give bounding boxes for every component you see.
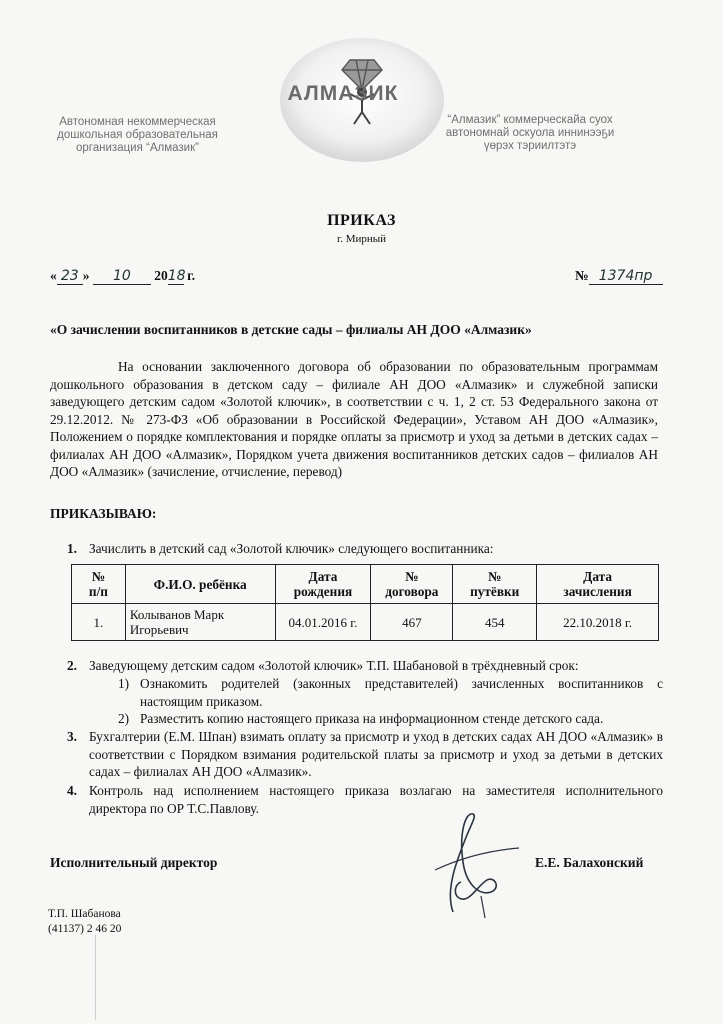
date-close-quote: » [82, 268, 90, 283]
order-preamble: На основании заключенного договора об образовании по образовательным программам дошкольного образования в детском саду – филиале АН ДОО «Алмазик» и служебной записки заведующего детским садом «Золотой ключик», в соответствии с ч. 1, 2 ст. 53 Федерального закона от 29.12.2012. № 273-ФЗ «Об образовании в Российской Федерации», Уставом АН ДОО «Алмазик», Положением о порядке комплектования и порядке оплаты за присмотр и уход за детьми в детских садах – филиалах АН ДОО «Алмазик», Порядком учета движения воспитанников детских садов – филиалов АН ДОО «Алмазик» (зачисление, отчисление, перевод) [50, 359, 658, 479]
date-year-prefix: 20 [154, 268, 168, 283]
order-word: ПРИКАЗЫВАЮ: [50, 506, 157, 521]
header-right-line: үөрэх тэриилтэтэ [483, 140, 577, 152]
header-right [430, 114, 630, 153]
date-day: 23 [57, 268, 83, 285]
item-number: 3. [67, 729, 77, 744]
document-title: ПРИКАЗ [327, 212, 396, 229]
enrollment-table [71, 564, 659, 641]
header-left-line: организация “Алмазик” [76, 142, 199, 154]
order-item-2 [67, 657, 667, 675]
item-number: 4. [67, 783, 77, 798]
order-item-1 [67, 540, 494, 558]
cell-voucher: 454 [453, 604, 537, 641]
header-right-line: “Алмазик” коммерческайа суох [447, 114, 613, 126]
subitem-number: 1) [118, 676, 130, 691]
col-header-name: Ф.И.О. ребёнка [125, 565, 275, 604]
margin-line [95, 935, 96, 1020]
date-month: 10 [93, 268, 151, 285]
order-date [50, 268, 195, 285]
col-header-voucher: № путёвки [453, 565, 537, 604]
col-header-enroll: Дата зачисления [537, 565, 659, 604]
order-item-4 [67, 782, 663, 817]
order-number-value: 1374пр [589, 268, 663, 285]
executor-info [48, 907, 121, 937]
header-right-line: автономнай оскуола иннинээҕи [445, 127, 615, 139]
item-number: 1. [67, 541, 77, 556]
date-open-quote: « [50, 268, 57, 283]
cell-no: 1. [72, 604, 126, 641]
logo-text: АЛМАЗИК [287, 82, 399, 105]
order-number-prefix: № [575, 268, 589, 283]
signatory-name: Е.Е. Балахонский [535, 855, 644, 870]
handwritten-signature [395, 800, 525, 920]
order-item-3 [67, 728, 663, 781]
order-subitem-1 [118, 675, 663, 710]
order-subitem-2 [118, 710, 663, 728]
executor-name: Т.П. Шабанова [48, 908, 121, 920]
cell-enroll: 22.10.2018 г. [537, 604, 659, 641]
item-text: Контроль над исполнением настоящего приказа возлагаю на заместителя исполнительного директора по ОР Т.С.Павлову. [89, 783, 663, 816]
subitem-text: Разместить копию настоящего приказа на информационном стенде детского сада. [140, 711, 604, 726]
header-left-line: дошкольная образовательная [57, 129, 218, 141]
executor-phone: (41137) 2 46 20 [48, 923, 122, 935]
signatory-position: Исполнительный директор [50, 855, 218, 870]
table-header-row [72, 565, 659, 604]
order-number [575, 268, 663, 285]
col-header-no: № п/п [72, 565, 126, 604]
cell-birth: 04.01.2016 г. [275, 604, 371, 641]
col-header-birth: Дата рождения [275, 565, 371, 604]
document-city: г. Мирный [336, 233, 387, 245]
cell-name: Колыванов Марк Игорьевич [125, 604, 275, 641]
table-row [72, 604, 659, 641]
date-year-suffix: 18 [167, 268, 186, 284]
item-text: Зачислить в детский сад «Золотой ключик» следующего воспитанника: [89, 541, 494, 556]
col-header-contract: № договора [371, 565, 453, 604]
subitem-text: Ознакомить родителей (законных представителей) зачисленных воспитанников с настоящим приказом. [140, 676, 663, 709]
item-text: Бухгалтерии (Е.М. Шпан) взимать оплату за присмотр и уход в детских садах АН ДОО «Алмазик» в соответствии с Порядком взимания родительской платы за присмотр и уход за детьми в детских садах – филиалах АН ДОО «Алмазик». [89, 729, 663, 779]
cell-contract: 467 [371, 604, 453, 641]
item-text: Заведующему детским садом «Золотой ключик» Т.П. Шабановой в трёхдневный срок: [89, 658, 579, 673]
header-left-line: Автономная некоммерческая [59, 116, 216, 128]
date-suffix: г. [183, 268, 196, 283]
item-number: 2. [67, 658, 77, 673]
subitem-number: 2) [118, 711, 130, 726]
header-left [40, 116, 235, 155]
order-subject: «О зачислении воспитанников в детские сады – филиалы АН ДОО «Алмазик» [50, 322, 532, 337]
